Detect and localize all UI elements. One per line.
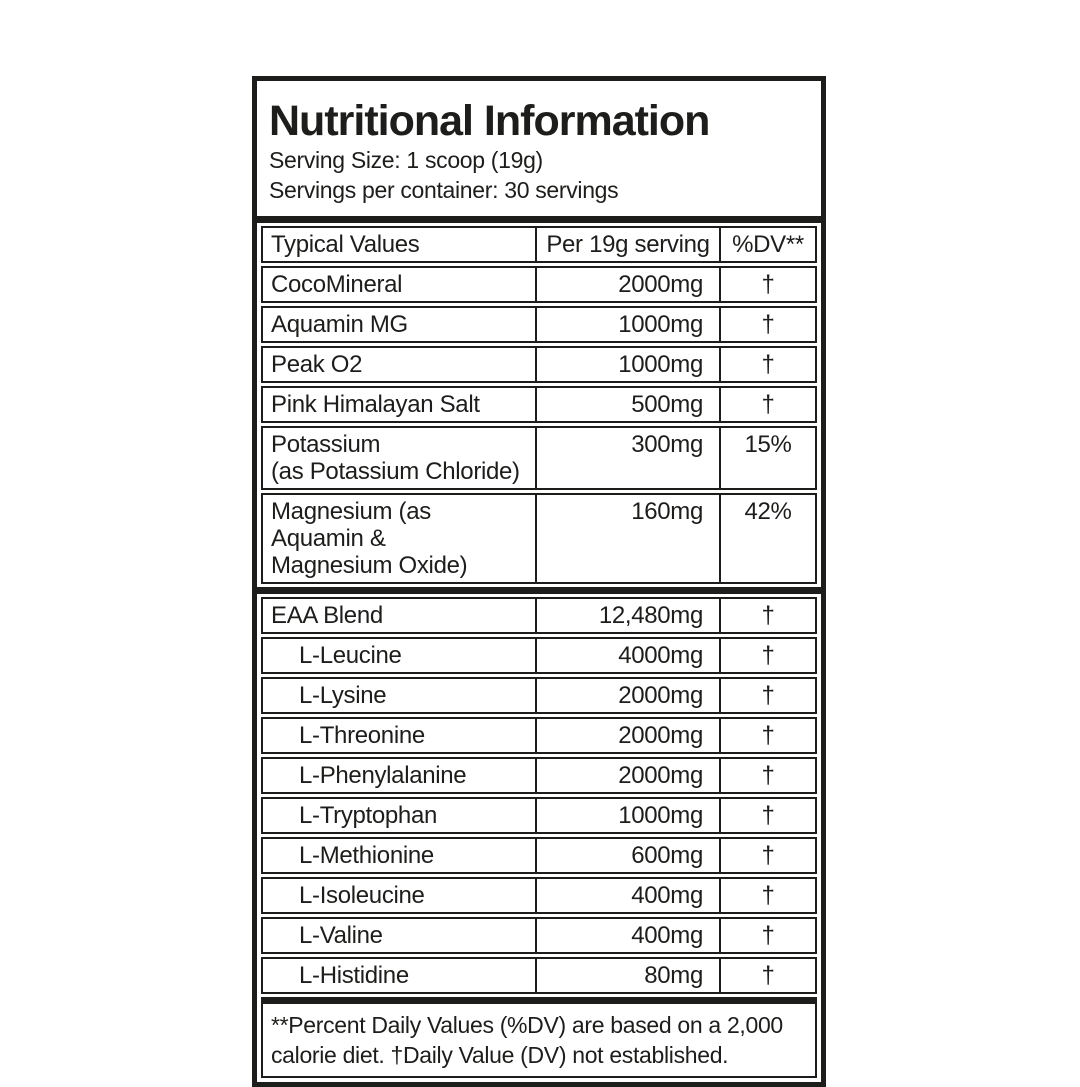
ingredient-name: CocoMineral bbox=[271, 271, 403, 298]
ingredient-name: L-Threonine bbox=[299, 722, 425, 749]
servings-per-container-text: Servings per container: 30 servings bbox=[269, 177, 619, 203]
dv-cell: † bbox=[719, 388, 815, 421]
ingredient-name: Pink Himalayan Salt bbox=[271, 391, 480, 418]
dv-cell: † bbox=[719, 799, 815, 832]
serving-size-text: Serving Size: 1 scoop (19g) bbox=[269, 147, 543, 173]
ingredient-name: L-Tryptophan bbox=[299, 802, 438, 829]
amount-cell: 160mg bbox=[535, 495, 719, 582]
dv-cell: † bbox=[719, 308, 815, 341]
amount-cell: 400mg bbox=[535, 919, 719, 952]
ingredient-name: L-Leucine bbox=[299, 642, 402, 669]
column-header-per-serving: Per 19g serving bbox=[535, 228, 719, 261]
row-l-phenylalanine bbox=[261, 757, 817, 794]
dv-cell: † bbox=[719, 919, 815, 952]
dv-cell: † bbox=[719, 679, 815, 712]
ingredient-name: L-Phenylalanine bbox=[299, 762, 467, 789]
column-header-dv: %DV** bbox=[719, 228, 815, 261]
row-l-valine bbox=[261, 917, 817, 954]
amount-cell: 2000mg bbox=[535, 759, 719, 792]
dv-cell: † bbox=[719, 268, 815, 301]
ingredient-name: L-Lysine bbox=[299, 682, 387, 709]
ingredient-name: Aquamin MG bbox=[271, 311, 408, 338]
dv-cell: † bbox=[719, 759, 815, 792]
label-header bbox=[261, 85, 817, 213]
amount-cell: 1000mg bbox=[535, 308, 719, 341]
row-l-histidine bbox=[261, 957, 817, 994]
ingredient-name: L-Valine bbox=[299, 922, 383, 949]
dv-cell: 15% bbox=[719, 428, 815, 488]
ingredient-name: L-Methionine bbox=[299, 842, 434, 869]
row-magnesium bbox=[261, 493, 817, 584]
thick-divider-top bbox=[257, 216, 821, 223]
nutrition-label bbox=[252, 76, 826, 1087]
amount-cell: 2000mg bbox=[535, 719, 719, 752]
row-l-lysine bbox=[261, 677, 817, 714]
dv-cell: † bbox=[719, 959, 815, 992]
row-potassium bbox=[261, 426, 817, 490]
ingredient-name: L-Isoleucine bbox=[299, 882, 425, 909]
ingredient-name: EAA Blend bbox=[271, 602, 383, 629]
column-header-typical-values: Typical Values bbox=[271, 231, 420, 258]
thick-divider-eaa bbox=[257, 587, 821, 594]
amount-cell: 500mg bbox=[535, 388, 719, 421]
dv-cell: † bbox=[719, 719, 815, 752]
ingredient-name: Peak O2 bbox=[271, 351, 363, 378]
amount-cell: 600mg bbox=[535, 839, 719, 872]
row-l-tryptophan bbox=[261, 797, 817, 834]
amount-cell: 1000mg bbox=[535, 348, 719, 381]
ingredient-name: Potassium (as Potassium Chloride) bbox=[271, 431, 520, 485]
amount-cell: 300mg bbox=[535, 428, 719, 488]
row-l-threonine bbox=[261, 717, 817, 754]
table-header-row bbox=[261, 226, 817, 263]
dv-cell: † bbox=[719, 839, 815, 872]
row-pink-himalayan-salt bbox=[261, 386, 817, 423]
amount-cell: 12,480mg bbox=[535, 599, 719, 632]
amount-cell: 80mg bbox=[535, 959, 719, 992]
dv-cell: † bbox=[719, 639, 815, 672]
amount-cell: 2000mg bbox=[535, 679, 719, 712]
row-l-methionine bbox=[261, 837, 817, 874]
daily-values-footnote: **Percent Daily Values (%DV) are based on a 2,000 calorie diet. †Daily Value (DV) not established. bbox=[261, 997, 817, 1078]
amount-cell: 1000mg bbox=[535, 799, 719, 832]
amount-cell: 400mg bbox=[535, 879, 719, 912]
dv-cell: † bbox=[719, 348, 815, 381]
row-l-isoleucine bbox=[261, 877, 817, 914]
row-peak-o2 bbox=[261, 346, 817, 383]
label-title: Nutritional Information bbox=[269, 97, 710, 145]
row-cocomineral bbox=[261, 266, 817, 303]
ingredient-name: L-Histidine bbox=[299, 962, 409, 989]
dv-cell: † bbox=[719, 599, 815, 632]
row-aquamin-mg bbox=[261, 306, 817, 343]
amount-cell: 4000mg bbox=[535, 639, 719, 672]
ingredient-name: Magnesium (as Aquamin & Magnesium Oxide) bbox=[271, 498, 468, 579]
amount-cell: 2000mg bbox=[535, 268, 719, 301]
row-l-leucine bbox=[261, 637, 817, 674]
dv-cell: † bbox=[719, 879, 815, 912]
row-eaa-blend bbox=[261, 597, 817, 634]
dv-cell: 42% bbox=[719, 495, 815, 582]
